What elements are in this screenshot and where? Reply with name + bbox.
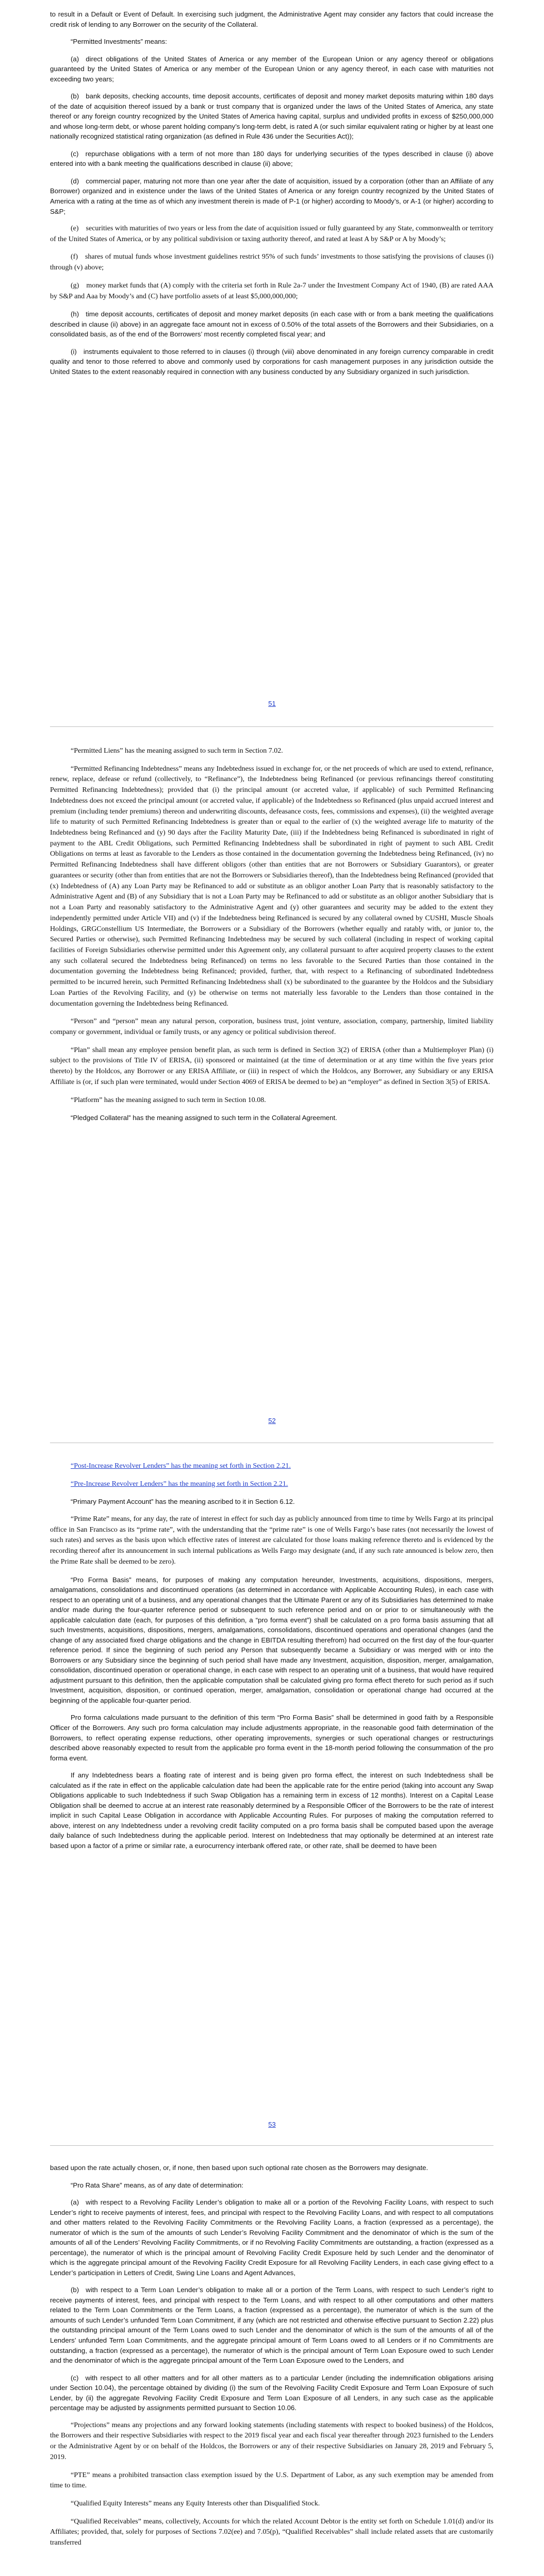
page-52-body — [50, 746, 493, 1130]
definition-prime-rate: “Prime Rate” means, for any day, the rate of interest in effect for such day as publicly announced from time to time by Wells Fargo at its principal office in San Francisco as its “prime rate”, with the understanding that the “prime rate” is one of Wells Fargo’s base rates (not necessarily the lowest of such rates) and serves as the basis upon which effective rates of interest are calculated for those loans making reference thereto and is evidenced by the recording thereof after its announcement in such internal publications as Wells Fargo may designate (and, if any such rate announced is below zero, then the Prime Rate shall be deemed to be zero). — [50, 1515, 493, 1566]
definition-platform: “Platform” has the meaning assigned to such term in Section 10.08. — [71, 1096, 266, 1104]
definition-permitted-liens: “Permitted Liens” has the meaning assigned to such term in Section 7.02. — [71, 747, 283, 755]
definition-person: “Person” and “person” mean any natural person, corporation, business trust, joint venture, association, company, partnership, limited liability company or government, individual or family trusts, or any agency or political subdivision thereof. — [50, 1018, 493, 1036]
page-divider — [50, 2145, 493, 2146]
definition-pledged-collateral: “Pledged Collateral” has the meaning assigned to such term in the Collateral Agreement. — [71, 1114, 337, 1122]
definition-projections: “Projections” means any projections and any forward looking statements (including statements with respect to booked business) of the Holdcos, the Borrowers and their respective Subsidiaries with respect to the 2019 fiscal year and each fiscal year thereafter through 2023 furnished to the Lenders or the Administrative Agent by or on behalf of the Holdcos, the Borrowers or any of their respective Subsidiaries on January 28, 2019 and February 5, 2019. — [50, 2421, 493, 2461]
page-number-link[interactable]: 53 — [268, 2121, 276, 2128]
definition-primary-payment-account: “Primary Payment Account” has the meaning ascribed to it in Section 6.12. — [71, 1498, 295, 1506]
definition-plan: “Plan” shall mean any employee pension benefit plan, as such term is defined in Section 3(2) of ERISA (other than a Multiemployer Plan) (i) subject to the provisions of Title IV of ERISA, (ii) sponsored or maintained (at the time of determination or at any time within the five years prior thereto) by the Holdcos, any Borrower or any ERISA Affiliate, or (iii) in respect of which the Holdcos, any Borrower, any Subsidiary or any ERISA Affiliate is (or, if such plan were terminated, would under Section 4069 of ERISA be deemed to be) an “employer” as defined in Section 3(5) of ERISA. — [50, 1046, 493, 1086]
definition-pro-forma-basis: “Pro Forma Basis” means, for purposes of making any computation hereunder, Investments, acquisitions, dispositions, mergers, amalgamations, consolidations and discontinued operations (as determined in accordance with Applicable Accounting Rules), in each case with respect to an operating unit of a business, and any operational changes that the Ultimate Parent or any of its Subsidiaries has determined to make and/or made during the four-quarter reference period or subsequent to such reference period and on or prior to or simultaneously with the applicable calculation date (each, for purposes of this definition, a “pro forma event”) shall be calculated on a pro forma basis assuming that all such Investments, acquisitions, dispositions, mergers, amalgamations, consolidations, discontinued operations and operational changes (and the change of any associated fixed charge obligations and the change in EBITDA resulting therefrom) had occurred on the first day of the four-quarter reference period. If since the beginning of such period any Person that subsequently became a Subsidiary or was merged with or into the Borrowers or any Subsidiary since the beginning of such period shall have made any Investment, acquisition, disposition, merger, amalgamation, consolidation, discontinued operation or operational change, in each case with respect to an operating unit of a business, that would have required adjustment pursuant to this definition, then the applicable computation shall be calculated giving pro forma effect thereto for such period as if such Investment, acquisition, disposition, or continued operation, merger, amalgamation, consolidation or operational change had occurred at the beginning of the applicable four-quarter period. — [50, 1575, 493, 1704]
clause-g: (g) money market funds that (A) comply with the criteria set forth in Rule 2a-7 under the Investment Company Act of 1940, (B) are rated AAA by S&P and Aaa by Moody’s and (C) have portfolio assets of at least $5,000,000,000; — [50, 281, 493, 300]
definition-qualified-receivables: “Qualified Receivables” means, collectively, Accounts for which the related Account Debtor is the entity set forth on Schedule 1.01(d) and/or its Affiliates; provided, that, solely for purposes of Sections 7.02(ee) and 7.05(p), “Qualified Receivables” shall include related assets that are customarily transferred — [50, 2517, 493, 2547]
definition-pre-increase-link[interactable]: “Pre-Increase Revolver Lenders” has the meaning set forth in Section 2.21. — [71, 1480, 288, 1488]
paragraph: based upon the rate actually chosen, or, if none, then based upon such optional rate chosen as the Borrowers may designate. — [50, 2164, 428, 2172]
clause-d: (d) commercial paper, maturing not more than one year after the date of acquisition, issued by a corporation (other than an Affiliate of any Borrower) organized and in existence under the laws of the United States of America or any foreign country recognized by the United States of America with a rating at the time as of which any investment therein is made of P-1 (or higher) according to Moody’s, or A-1 (or higher) according to S&P; — [50, 177, 493, 215]
clause-f: (f) shares of mutual funds whose investment guidelines restrict 95% of such funds’ investments to those satisfying the provisions of clauses (i) through (v) above; — [50, 253, 493, 272]
page-53-body — [50, 1461, 493, 1858]
clause-b: (b) with respect to a Term Loan Lender’s obligation to make all or a portion of the Term Loans, with respect to such Lender’s right to receive payments of interest, fees, and principal with respect to the Term Loans, and with respect to all other computations and other matters related to the Term Loan Commitments or the Term Loans, a fraction (expressed as a percentage), the numerator of which is the sum of the amounts of such Lender’s unfunded Term Loan Commitment, if any (which are not restricted and otherwise effective pursuant to Section 2.22) plus the outstanding principal amount of the Term Loans owed to such Lender and the denominator of which is the sum of the amounts of all of the Lenders’ unfunded Term Loan Commitments, and the aggregate principal amount of Term Loans owed to all Lenders or if no Commitments are outstanding, a fraction (expressed as a percentage), the numerator of which is the principal amount of Term Loan Exposure owed to such Lender and the denominator of which is the aggregate principal amount of the Term Loan Exposure owed to the Lenders, and — [50, 2286, 493, 2365]
page-51-body — [50, 9, 493, 384]
definition-qualified-equity: “Qualified Equity Interests” means any Equity Interests other than Disqualified Stock. — [71, 2500, 320, 2507]
definition-post-increase-link[interactable]: “Post-Increase Revolver Lenders” has the meaning set forth in Section 2.21. — [71, 1462, 291, 1470]
page-number-link[interactable]: 51 — [268, 700, 276, 707]
clause-a: (a) with respect to a Revolving Facility Lender’s obligation to make all or a portion of the Revolving Facility Loans, with respect to such Lender’s right to receive payments of interest, fees, and principal with respect to the Revolving Facility Loans, and with respect to all computations and other matters related to the Revolving Facility Commitments or the Revolving Facility Loans, a fraction (expressed as a percentage), the numerator of which is the sum of the amounts of such Lender’s Revolving Facility Commitment and the denominator of which is the sum of the amounts of all of the Lenders’ Revolving Facility Commitments, or if no Revolving Facility Commitments are outstanding, a fraction (expressed as a percentage), the numerator of which is the principal amount of Revolving Facility Credit Exposure held by such Lender and the denominator of which is the aggregate principal amount of the Revolving Facility Credit Exposure for all Revolving Facility Lenders, in each case giving effect to a Lender’s participation in Letters of Credit, Swing Line Loans and Agent Advances, — [50, 2198, 493, 2277]
paragraph: Pro forma calculations made pursuant to the definition of this term “Pro Forma Basis” shall be determined in good faith by a Responsible Officer of the Borrowers. Any such pro forma calculation may include adjustments appropriate, in the reasonable good faith determination of the Borrowers, to reflect operating expense reductions, other operating improvements, synergies or such operational changes or restructurings described above reasonably expected to result from the applicable pro forma event in the 18-month period following the consummation of the pro forma event. — [50, 1714, 493, 1762]
clause-e: (e) securities with maturities of two years or less from the date of acquisition issued or fully guaranteed by any State, commonwealth or territory of the United States of America, or by any political subdivision or taxing authority thereof, and rated at least A by S&P or A by Moody’s; — [50, 225, 493, 243]
definition-permitted-investments: “Permitted Investments” means: — [71, 38, 167, 46]
page-divider — [50, 726, 493, 727]
definition-pro-rata-share: “Pro Rata Share” means, as of any date of determination: — [71, 2181, 243, 2189]
definition-pte: “PTE” means a prohibited transaction class exemption issued by the U.S. Department of Labor, as any such exemption may be amended from time to time. — [50, 2471, 493, 2490]
clause-a: (a) direct obligations of the United States of America or any member of the European Union or any agency thereof or obligations guaranteed by the United States of America or any member of the European Union or any agency thereof, in each case with maturities not exceeding two years; — [50, 55, 493, 83]
page-number-link[interactable]: 52 — [268, 1417, 276, 1425]
clause-c: (c) repurchase obligations with a term of not more than 180 days for underlying securities of the types described in clause (i) above entered into with a bank meeting the qualifications described in clause (ii) above; — [50, 149, 493, 168]
paragraph: If any Indebtedness bears a floating rate of interest and is being given pro forma effect, the interest on such Indebtedness shall be calculated as if the rate in effect on the applicable calculation date had been the applicable rate for the entire period (taking into account any Swap Obligations applicable to such Indebtedness if such Swap Obligation has a remaining term in excess of 12 months). Interest on a Capital Lease Obligation shall be deemed to accrue at an interest rate reasonably determined by a Responsible Officer of the Borrowers to be the rate of interest implicit in such Capital Lease Obligation in accordance with Applicable Accounting Rules. For purposes of making the computation referred to above, interest on any Indebtedness under a revolving credit facility computed on a pro forma basis shall be computed based upon the average daily balance of such Indebtedness during the applicable period. Interest on Indebtedness that may optionally be determined at an interest rate based upon a factor of a prime or similar rate, a eurocurrency interbank offered rate, or other rate, shall be deemed to have been — [50, 1771, 493, 1850]
page-54-body — [50, 2163, 493, 2556]
clause-i: (i) instruments equivalent to those referred to in clauses (i) through (viii) above denominated in any foreign currency comparable in credit quality and tenor to those referred to above and commonly used by corporations for cash management purposes in any jurisdiction outside the United States to the extent reasonably required in connection with any business conducted by any Subsidiary organized in such jurisdiction. — [50, 347, 493, 376]
definition-permitted-refinancing: “Permitted Refinancing Indebtedness” means any Indebtedness issued in exchange for, or the net proceeds of which are used to extend, refinance, renew, replace, defease or refund (collectively, to “Refinance”), the Indebtedness being Refinanced (or previous refinancings thereof constituting Permitted Refinancing Indebtedness); provided that (i) the principal amount (or accreted value, if applicable) of such Permitted Refinancing Indebtedness does not exceed the principal amount (or accreted value, if applicable) of the Indebtedness so Refinanced (plus unpaid accrued interest and premium (including tender premiums) thereon and underwriting discounts, defeasance costs, fees, commissions and expenses), (ii) the weighted average life to maturity of such Permitted Refinancing Indebtedness is greater than or equal to the earlier of (x) the weighted average life to maturity of the Indebtedness being Refinanced and (y) 90 days after the Facility Maturity Date, (iii) if the Indebtedness being Refinanced is subordinated in right of payment to the ABL Credit Obligations, such Permitted Refinancing Indebtedness shall be subordinated in right of payment to such ABL Credit Obligations on terms at least as favorable to the Lenders as those contained in the documentation governing the Indebtedness being Refinanced, (iv) no Permitted Refinancing Indebtedness shall have different obligors (other than entities that are not Borrowers or Subsidiary Guarantors), or greater guarantees or security (other than from entities that are not the Borrowers or Subsidiaries thereof), than the Indebtedness being Refinanced (provided that (x) Indebtedness of (A) any Loan Party may be Refinanced to add or substitute as an obligor another Loan Party that is reasonably satisfactory to the Administrative Agent and (B) of any Subsidiary that is not a Loan Party may be Refinanced to add or substitute as an obligor another Subsidiary that is not a Loan Party and reasonably satisfactory to the Administrative Agent and (y) other guarantees and security may be added to the extent they independently permitted under Article VII) and (v) if the Indebtedness being Refinanced is secured by any collateral owned by CUSHI, Muscle Shoals Holdings, GRGConstellium US Intermediate, the Borrowers or a Subsidiary of the Borrowers (whether equally and ratably with, or junior to, the Secured Parties or otherwise), such Permitted Refinancing Indebtedness may be secured by such collateral (including in respect of working capital facilities of Foreign Subsidiaries otherwise permitted under this Agreement only, any collateral pursuant to after acquired property clauses to the extent any such collateral secured the Indebtedness being Refinanced) on terms no less favorable to the Secured Parties than those contained in the documentation governing the Indebtedness being Refinanced; provided, further, that, with respect to a Refinancing of subordinated Indebtedness permitted to be incurred herein, such Permitted Refinancing Indebtedness shall (x) be subordinated to the guarantee by the Holdcos and the Subsidiary Loan Parties of the Revolving Facility, and (y) be otherwise on terms not materially less favorable to the Lenders than those contained in the documentation governing the Indebtedness being Refinanced. — [50, 765, 493, 1008]
paragraph: to result in a Default or Event of Default. In exercising such judgment, the Administrative Agent may consider any factors that could increase the credit risk of lending to any Borrower on the security of the Collateral. — [50, 10, 493, 28]
clause-b: (b) bank deposits, checking accounts, time deposit accounts, certificates of deposit and money market deposits maturing within 180 days of the date of acquisition thereof issued by a bank or trust company that is organized under the laws of the United States of America, any state thereof or any foreign country recognized by the United States of America having capital, surplus and undivided profits in excess of $250,000,000 and whose long-term debt, or whose parent holding company’s long-term debt, is rated A (or such similar equivalent rating or higher by at least one nationally recognized statistical rating organization (as defined in Rule 436 under the Securities Act)); — [50, 92, 493, 141]
clause-c: (c) with respect to all other matters and for all other matters as to a particular Lender (including the indemnification obligations arising under Section 10.04), the percentage obtained by dividing (i) the sum of the Revolving Facility Credit Exposure and Term Loan Exposure of such Lender, by (ii) the aggregate Revolving Facility Credit Exposure and Term Loan Exposure of all Lenders, in any such case as the applicable percentage may be adjusted by assignments permitted pursuant to Section 10.06. — [50, 2374, 493, 2412]
clause-h: (h) time deposit accounts, certificates of deposit and money market deposits (in each case with or from a bank meeting the qualifications described in clause (ii) above) in an aggregate face amount not in excess of 0.50% of the total assets of the Borrowers and their Subsidiaries, on a consolidated basis, as of the end of the Borrowers’ most recently completed fiscal year; and — [50, 310, 493, 338]
